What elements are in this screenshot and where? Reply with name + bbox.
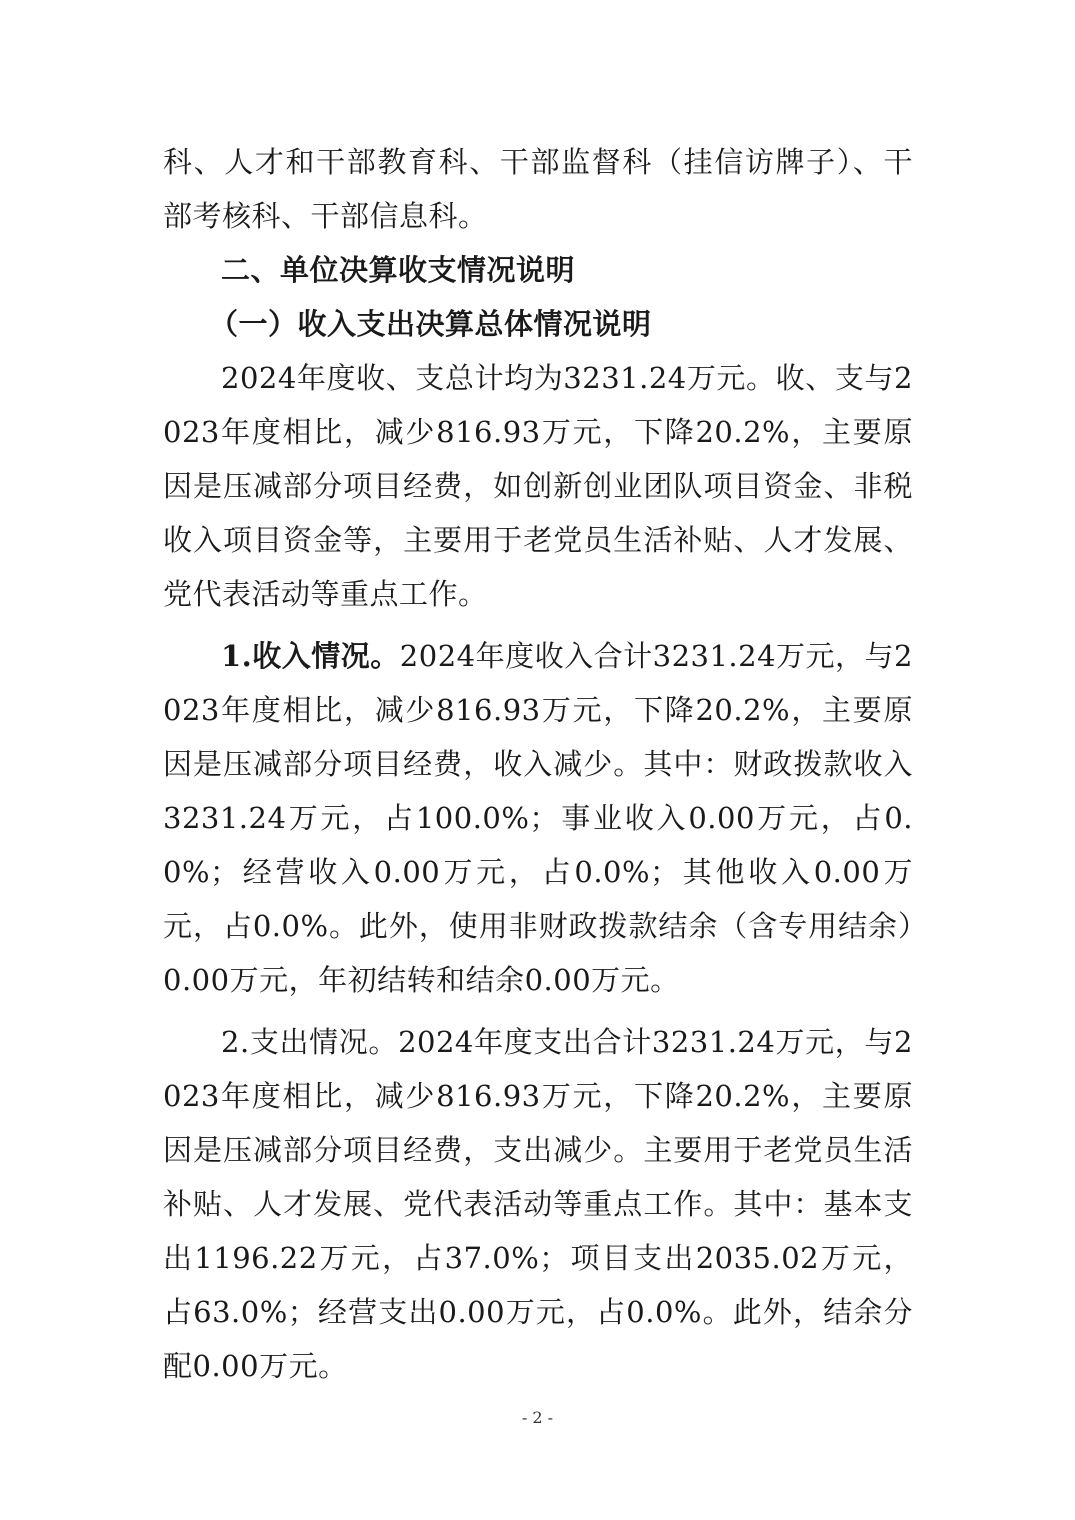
- income-lead: 1.收入情况。: [221, 639, 400, 673]
- income-paragraph: [163, 629, 913, 1007]
- paragraph-gap: [163, 1007, 913, 1015]
- section-heading: 二、单位决算收支情况说明: [221, 253, 576, 287]
- expenditure-body: 2024年度支出合计3231.24万元，与2023年度相比，减少816.93万元，下降20.2%，主要原因是压减部分项目经费，支出减少。主要用于老党员生活补贴、人才发展、党代表活动等重点工作。其中：基本支出1196.22万元，占37.0%；项目支出2035.02万元，占63.0%；经营支出0.00万元，占0.0%。此外，结余分配0.00万元。: [163, 1025, 913, 1383]
- income-body: 2024年度收入合计3231.24万元，与2023年度相比，减少816.93万元，下降20.2%，主要原因是压减部分项目经费，收入减少。其中：财政拨款收入3231.24万元，占100.0%；事业收入0.00万元，占0.0%；经营收入0.00万元，占0.0%；其他收入0.00万元，占0.0%。此外，使用非财政拨款结余（含专用结余）0.00万元，年初结转和结余0.00万元。: [163, 639, 913, 997]
- expenditure-paragraph: [163, 1015, 913, 1393]
- document-body: [163, 135, 913, 1393]
- intro-paragraph: 科、人才和干部教育科、干部监督科（挂信访牌子）、干部考核科、干部信息科。: [163, 145, 913, 233]
- subsection-heading: （一）收入支出决算总体情况说明: [209, 307, 652, 341]
- page-number: - 2 -: [521, 1408, 554, 1427]
- overview-paragraph: 2024年度收、支总计均为3231.24万元。收、支与2023年度相比，减少816.93万元，下降20.2%，主要原因是压减部分项目经费，如创新创业团队项目资金、非税收入项目资金等，主要用于老党员生活补贴、人才发展、党代表活动等重点工作。: [163, 361, 913, 611]
- expenditure-lead: 2.支出情况。: [221, 1025, 399, 1059]
- paragraph-gap: [163, 621, 913, 629]
